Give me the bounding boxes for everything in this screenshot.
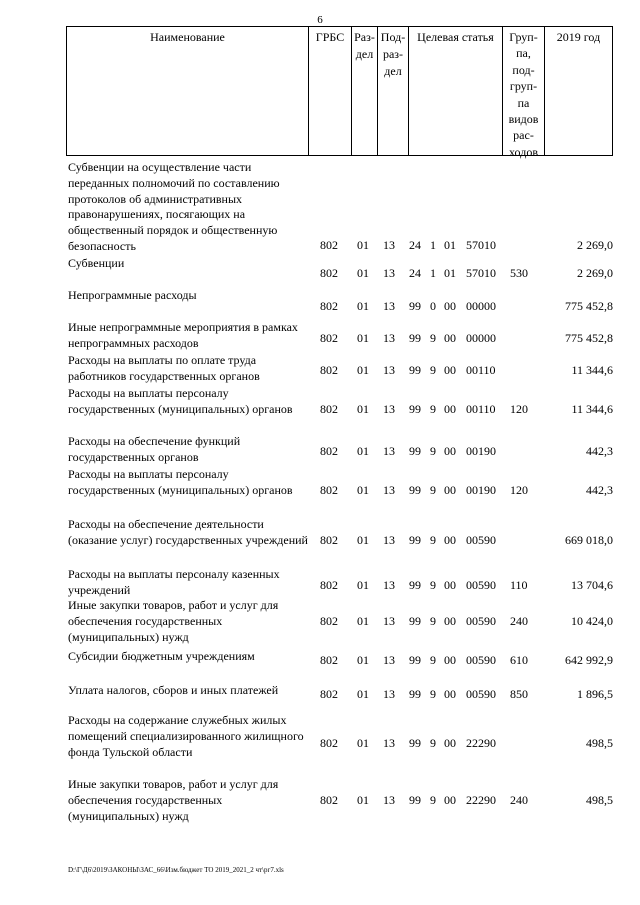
- row-podrazdel: 13: [383, 444, 395, 458]
- row-amount: 13 704,6: [571, 578, 613, 592]
- row-cs-main: 00: [444, 363, 456, 377]
- header-group-line: па: [517, 95, 530, 110]
- row-grbs: 802: [320, 299, 338, 313]
- row-cs-main: 01: [444, 238, 456, 252]
- row-amount: 11 344,6: [571, 363, 613, 377]
- row-cs-subprogram: 9: [430, 653, 436, 667]
- row-name: Расходы на выплаты персоналу казенных учреждений: [68, 567, 280, 597]
- row-razdel: 01: [357, 736, 369, 750]
- header-group-line: ходов: [509, 144, 538, 159]
- row-name: Расходы на выплаты персоналу государственных (муниципальных) органов: [68, 386, 293, 416]
- row-cs-program: 99: [409, 363, 421, 377]
- row-razdel: 01: [357, 687, 369, 701]
- row-podrazdel: 13: [383, 533, 395, 547]
- table-row: [66, 598, 613, 644]
- row-name: Расходы на обеспечение деятельности (оказание услуг) государственных учреждений: [68, 517, 308, 547]
- row-cs-direction: 00110: [466, 402, 496, 416]
- row-cs-program: 99: [409, 793, 421, 807]
- row-cs-subprogram: 9: [430, 578, 436, 592]
- row-razdel: 01: [357, 483, 369, 497]
- header-razdel-line: Раз-: [354, 30, 375, 44]
- header-grbs: ГРБС: [309, 27, 352, 155]
- row-amount: 642 992,9: [565, 653, 613, 667]
- row-name: Субвенции: [68, 256, 125, 270]
- row-cs-main: 00: [444, 793, 456, 807]
- header-group-line: груп-: [509, 79, 538, 94]
- row-cs-main: 00: [444, 533, 456, 547]
- row-amount: 775 452,8: [565, 299, 613, 313]
- row-cs-direction: 00110: [466, 363, 496, 377]
- table-row: [66, 649, 613, 667]
- row-cs-subprogram: 9: [430, 533, 436, 547]
- row-cs-program: 24: [409, 238, 421, 252]
- row-podrazdel: 13: [383, 793, 395, 807]
- row-amount: 442,3: [586, 483, 613, 497]
- row-cs-subprogram: 9: [430, 331, 436, 345]
- header-podrazdel: [378, 27, 409, 155]
- row-grbs: 802: [320, 331, 338, 345]
- row-cs-subprogram: 9: [430, 793, 436, 807]
- row-amount: 669 018,0: [565, 533, 613, 547]
- row-cs-program: 99: [409, 687, 421, 701]
- row-cs-main: 01: [444, 266, 456, 280]
- row-name: Расходы на обеспечение функций государственных органов: [68, 434, 241, 464]
- row-cs-main: 00: [444, 736, 456, 750]
- row-cs-direction: 00590: [466, 687, 496, 701]
- table-row: [66, 320, 613, 350]
- row-cs-direction: 00590: [466, 614, 496, 628]
- row-cs-program: 99: [409, 614, 421, 628]
- header-group-line: Груп-: [509, 30, 538, 44]
- page-number: 6: [317, 14, 323, 26]
- row-cs-subprogram: 9: [430, 402, 436, 416]
- row-cs-main: 00: [444, 331, 456, 345]
- row-cs-program: 99: [409, 402, 421, 416]
- row-name: Иные непрограммные мероприятия в рамках непрограммных расходов: [68, 320, 298, 350]
- header-group: [503, 27, 545, 159]
- row-grbs: 802: [320, 793, 338, 807]
- table-row: [66, 353, 613, 383]
- row-cs-main: 00: [444, 653, 456, 667]
- row-cs-direction: 22290: [466, 736, 496, 750]
- row-cs-direction: 00590: [466, 533, 496, 547]
- row-amount: 11 344,6: [571, 402, 613, 416]
- header-year: 2019 год: [556, 30, 601, 44]
- row-name: Иные закупки товаров, работ и услуг для обеспечения государственных (муниципальных) нужд: [68, 598, 279, 644]
- row-vr: 240: [510, 793, 528, 807]
- table-row: [66, 567, 613, 597]
- row-podrazdel: 13: [383, 578, 395, 592]
- table-row: [66, 288, 613, 313]
- table-header: [66, 26, 613, 159]
- row-razdel: 01: [357, 653, 369, 667]
- row-cs-direction: 00000: [466, 331, 496, 345]
- row-amount: 442,3: [586, 444, 613, 458]
- row-podrazdel: 13: [383, 736, 395, 750]
- table-row: [66, 683, 613, 701]
- row-name: Непрограммные расходы: [68, 288, 197, 302]
- row-amount: 1 896,5: [577, 687, 613, 701]
- row-cs-subprogram: 9: [430, 363, 436, 377]
- header-razdel-line: дел: [355, 47, 374, 61]
- header-podrazdel-line: дел: [384, 64, 402, 78]
- row-cs-direction: 00590: [466, 653, 496, 667]
- header-podrazdel-line: раз-: [382, 47, 404, 61]
- row-cs-direction: 22290: [466, 793, 496, 807]
- row-cs-direction: 57010: [466, 266, 496, 280]
- row-cs-direction: 57010: [466, 238, 496, 252]
- row-podrazdel: 13: [383, 687, 395, 701]
- row-vr: 120: [510, 402, 528, 416]
- row-cs-main: 00: [444, 483, 456, 497]
- header-group-line: видов: [508, 112, 539, 127]
- header-podrazdel-line: Под-: [380, 30, 406, 44]
- row-cs-program: 99: [409, 444, 421, 458]
- row-podrazdel: 13: [383, 653, 395, 667]
- header-group-line: под-: [512, 62, 535, 77]
- row-cs-main: 00: [444, 444, 456, 458]
- row-podrazdel: 13: [383, 363, 395, 377]
- row-cs-main: 00: [444, 687, 456, 701]
- row-cs-main: 00: [444, 402, 456, 416]
- row-grbs: 802: [320, 687, 338, 701]
- row-cs-main: 00: [444, 578, 456, 592]
- row-cs-subprogram: 9: [430, 736, 436, 750]
- row-cs-direction: 00590: [466, 578, 496, 592]
- row-razdel: 01: [357, 363, 369, 377]
- row-grbs: 802: [320, 614, 338, 628]
- row-vr: 530: [510, 266, 528, 280]
- row-razdel: 01: [357, 578, 369, 592]
- row-vr: 850: [510, 687, 528, 701]
- row-cs-direction: 00190: [466, 483, 496, 497]
- row-cs-subprogram: 1: [430, 238, 436, 252]
- row-razdel: 01: [357, 614, 369, 628]
- table-row: [66, 777, 613, 823]
- row-podrazdel: 13: [383, 483, 395, 497]
- row-vr: 110: [510, 578, 528, 592]
- row-grbs: 802: [320, 444, 338, 458]
- row-vr: 240: [510, 614, 528, 628]
- row-razdel: 01: [357, 793, 369, 807]
- row-grbs: 802: [320, 266, 338, 280]
- row-cs-program: 24: [409, 266, 421, 280]
- row-cs-subprogram: 9: [430, 614, 436, 628]
- row-cs-program: 99: [409, 299, 421, 313]
- header-razdel: [352, 27, 378, 155]
- row-cs-direction: 00190: [466, 444, 496, 458]
- row-name: Субсидии бюджетным учреждениям: [68, 649, 255, 663]
- header-group-line: рас-: [513, 128, 534, 143]
- row-amount: 10 424,0: [571, 614, 613, 628]
- row-cs-program: 99: [409, 533, 421, 547]
- row-razdel: 01: [357, 238, 369, 252]
- footer-file-path: D:\Г\Д6\2019\ЗАКОНЫ\ЗАС_66\Изм.бюджет ТО 2019_2021_2 чт\рг7.xls: [68, 866, 284, 874]
- row-razdel: 01: [357, 266, 369, 280]
- row-podrazdel: 13: [383, 299, 395, 313]
- row-podrazdel: 13: [383, 331, 395, 345]
- row-grbs: 802: [320, 578, 338, 592]
- row-grbs: 802: [320, 736, 338, 750]
- row-cs-subprogram: 1: [430, 266, 436, 280]
- row-cs-subprogram: 9: [430, 444, 436, 458]
- row-razdel: 01: [357, 533, 369, 547]
- row-name: Расходы на выплаты персоналу государственных (муниципальных) органов: [68, 467, 293, 497]
- row-podrazdel: 13: [383, 238, 395, 252]
- header-target: Целевая статья: [409, 27, 503, 155]
- row-cs-subprogram: 9: [430, 483, 436, 497]
- row-grbs: 802: [320, 238, 338, 252]
- row-name: Уплата налогов, сборов и иных платежей: [68, 683, 279, 697]
- row-amount: 2 269,0: [577, 238, 613, 252]
- row-cs-direction: 00000: [466, 299, 496, 313]
- row-name: Иные закупки товаров, работ и услуг для обеспечения государственных (муниципальных) нужд: [68, 777, 279, 823]
- row-name: Субвенции на осуществление части переданных полномочий по составлению протоколов об административных правонарушениях, посягающих на общественный порядок и общественную безопасность: [68, 160, 280, 253]
- row-razdel: 01: [357, 299, 369, 313]
- row-podrazdel: 13: [383, 614, 395, 628]
- row-podrazdel: 13: [383, 402, 395, 416]
- row-name: Расходы на выплаты по оплате труда работников государственных органов: [68, 353, 260, 383]
- row-amount: 775 452,8: [565, 331, 613, 345]
- row-cs-program: 99: [409, 331, 421, 345]
- row-grbs: 802: [320, 653, 338, 667]
- table-row: [66, 256, 613, 280]
- row-cs-subprogram: 9: [430, 687, 436, 701]
- row-grbs: 802: [320, 483, 338, 497]
- table-row: [66, 517, 613, 547]
- table-row: [66, 467, 613, 497]
- row-cs-main: 00: [444, 614, 456, 628]
- row-vr: 120: [510, 483, 528, 497]
- row-podrazdel: 13: [383, 266, 395, 280]
- row-grbs: 802: [320, 402, 338, 416]
- table-row: [66, 713, 613, 759]
- row-razdel: 01: [357, 331, 369, 345]
- row-cs-subprogram: 0: [430, 299, 436, 313]
- row-amount: 2 269,0: [577, 266, 613, 280]
- table-row: [66, 434, 613, 464]
- row-grbs: 802: [320, 533, 338, 547]
- table-row: [66, 386, 613, 416]
- row-cs-program: 99: [409, 736, 421, 750]
- row-cs-program: 99: [409, 653, 421, 667]
- row-grbs: 802: [320, 363, 338, 377]
- row-razdel: 01: [357, 402, 369, 416]
- row-amount: 498,5: [586, 736, 613, 750]
- row-cs-program: 99: [409, 578, 421, 592]
- table-row: [66, 160, 613, 252]
- row-cs-main: 00: [444, 299, 456, 313]
- header-group-line: па,: [516, 46, 531, 61]
- row-amount: 498,5: [586, 793, 613, 807]
- row-name: Расходы на содержание служебных жилых помещений специализированного жилищного фонда Тульской области: [68, 713, 304, 759]
- row-cs-program: 99: [409, 483, 421, 497]
- header-name: Наименование: [67, 27, 309, 155]
- row-razdel: 01: [357, 444, 369, 458]
- row-vr: 610: [510, 653, 528, 667]
